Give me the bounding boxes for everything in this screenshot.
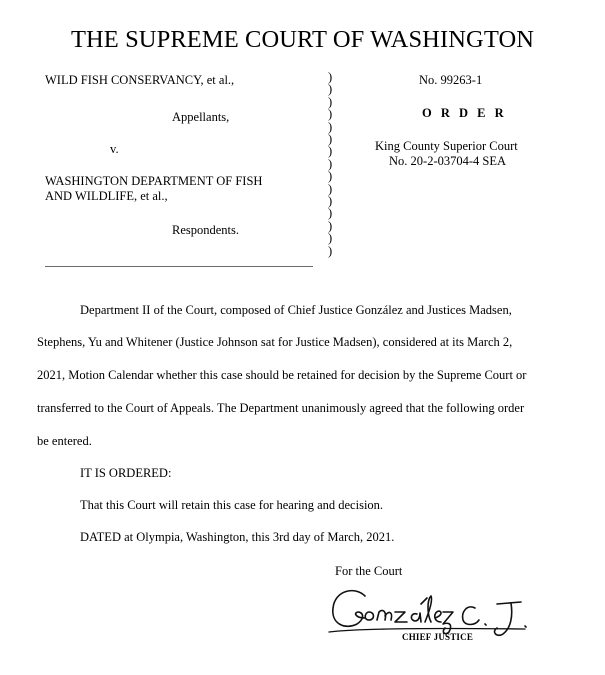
caption-parentheses: [328, 71, 332, 257]
document-type: O R D E R: [422, 106, 507, 120]
paren: ): [328, 119, 333, 134]
paren: ): [328, 194, 333, 209]
paren: ): [328, 132, 333, 147]
respondent-party-line-1: WASHINGTON DEPARTMENT OF FISH: [45, 174, 263, 188]
ruling-text: That this Court will retain this case for hearing and decision.: [80, 498, 384, 512]
paren: ): [328, 94, 333, 109]
case-caption: [0, 0, 605, 280]
lower-court-number: No. 20-2-03704-4 SEA: [389, 154, 507, 168]
paragraph-line-4: transferred to the Court of Appeals. The Department unanimously agreed that the following order: [37, 401, 525, 415]
paren: ): [328, 107, 333, 122]
dated-line: DATED at Olympia, Washington, this 3rd day of March, 2021.: [80, 530, 395, 544]
paren: ): [328, 218, 333, 233]
paren: ): [328, 243, 333, 258]
paren: ): [328, 70, 333, 84]
paragraph-line-5: be entered.: [37, 434, 92, 448]
paren: ): [328, 156, 333, 171]
paragraph-line-3: 2021, Motion Calendar whether this case should be retained for decision by the Supreme Court or: [37, 368, 527, 382]
paragraph-line-1: Department II of the Court, composed of Chief Justice González and Justices Madsen,: [80, 303, 512, 317]
paren: ): [328, 82, 333, 97]
respondent-role: Respondents.: [172, 223, 240, 237]
signer-title: CHIEF JUSTICE: [402, 632, 474, 642]
case-number: No. 99263-1: [419, 73, 483, 87]
court-title: THE SUPREME COURT OF WASHINGTON: [70, 26, 535, 53]
for-the-court: For the Court: [335, 564, 403, 578]
paren: ): [328, 206, 333, 221]
paren: ): [328, 169, 333, 184]
ordered-heading: IT IS ORDERED:: [80, 466, 172, 480]
paragraph-line-2: Stephens, Yu and Whitener (Justice Johnson sat for Justice Madsen), considered at its March 2,: [37, 335, 513, 349]
versus-label: v.: [110, 142, 119, 156]
paren: ): [328, 231, 333, 246]
appellant-role: Appellants,: [172, 110, 230, 124]
caption-divider: [45, 266, 313, 267]
respondent-party-line-2: AND WILDLIFE, et al.,: [45, 189, 168, 203]
paren: ): [328, 181, 333, 196]
appellant-party: WILD FISH CONSERVANCY, et al.,: [45, 73, 235, 87]
lower-court: King County Superior Court: [375, 139, 518, 153]
paren: ): [328, 144, 333, 159]
